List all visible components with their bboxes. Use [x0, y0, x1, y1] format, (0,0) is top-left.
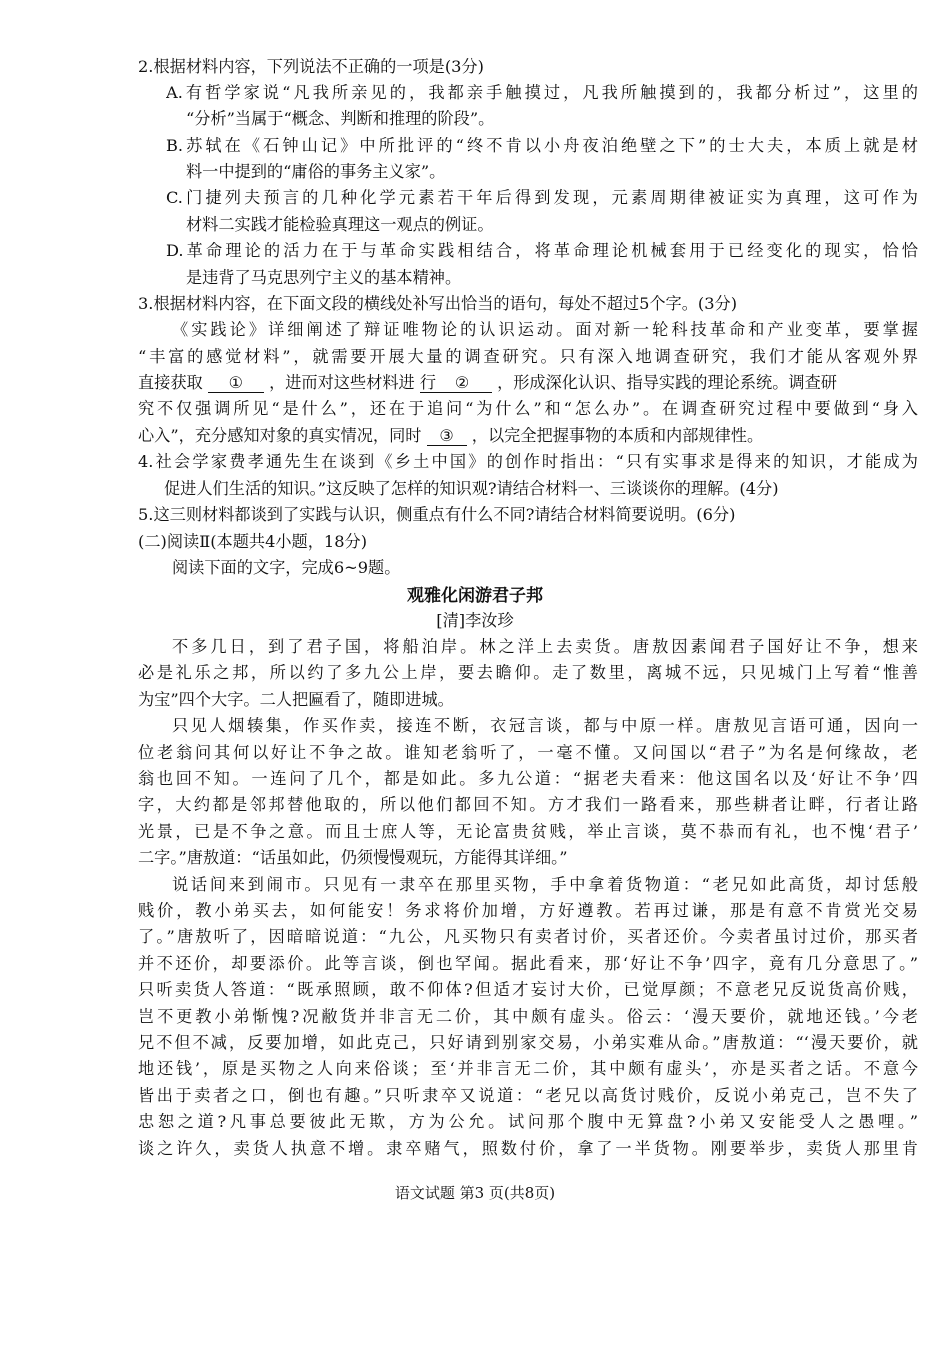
- q2-option-c-line2: 材料二实践才能检验真理这一观点的例证。: [186, 215, 494, 234]
- q3-text-line5: [138, 425, 763, 447]
- q3-text-before-blank2: ，进而对这些材料进: [269, 373, 415, 392]
- reading-instruction: 阅读下面的文字，完成6~9题。: [172, 558, 401, 577]
- q4-line1: 4.社会学家费孝通先生在谈到《乡土中国》的创作时指出：“只有实事求是得来的知识，才能成为: [138, 452, 918, 471]
- q2-option-d-line1: D.革命理论的活力在于与革命实践相结合，将革命理论机械套用于已经变化的现实，恰恰: [166, 241, 918, 260]
- passage-p2-line1: 只见人烟辏集，作买作卖，接连不断，衣冠言谈，都与中原一样。唐敖见言语可通，因向一: [172, 716, 918, 735]
- q2-option-b-line2: 料一中提到的“庸俗的事务主义家”。: [186, 162, 446, 181]
- passage-p1-line2: 必是礼乐之邦，所以约了多九公上岸，要去瞻仰。走了数里，离城不远，只见城门上写着“惟善: [138, 663, 918, 682]
- passage-p1-line1: 不多几日，到了君子国，将船泊岸。林之洋上去卖货。唐敖因素闻君子国好让不争，想来: [172, 637, 918, 656]
- q3-text-before-blank3: 心入”，充分感知对象的真实情况，同时: [138, 426, 422, 445]
- answer-blank-3[interactable]: ③: [427, 426, 467, 446]
- q3-text-line4: 究不仅强调所见“是什么”，还在于追问“为什么”和“怎么办”。在调查研究过程中要做到“身入: [138, 399, 918, 418]
- passage-p2-line3: 翁也回不知。一连问了几个，都是如此。多九公道：“据老夫看来：他这国名以及‘好让不争’四: [138, 769, 918, 788]
- passage-p3-line5: 只听卖货人答道：“既承照顾，敢不仰体?但适才妄讨大价，已觉厚颜；不意老兄反说货高价贱，: [138, 980, 918, 999]
- q5-stem: 5.这三则材料都谈到了实践与认识，侧重点有什么不同?请结合材料简要说明。(6分): [138, 505, 736, 524]
- answer-blank-2[interactable]: [420, 373, 492, 393]
- passage-p3-line7: 兄不但不减，反要加增，如此克己，只好请到别家交易，小弟实难从命。”唐敖道：“‘漫天要价，就: [138, 1033, 918, 1052]
- passage-p3-line2: 贱价，教小弟买去，如何能安！务求将价加增，方好遵教。若再过谦，那是有意不肯赏光交易: [138, 901, 918, 920]
- q4-line2: 促进人们生活的知识。”这反映了怎样的知识观?请结合材料一、三谈谈你的理解。(4分): [164, 479, 779, 498]
- answer-blank-2-prefix: 行: [419, 373, 437, 392]
- passage-p3-line11: 谈之许久，卖货人执意不增。隶卒赌气，照数付价，拿了一半货物。刚要举步，卖货人那里肯: [138, 1139, 918, 1158]
- q3-text-before-blank1: 直接获取: [138, 373, 203, 392]
- q3-stem: 3.根据材料内容，在下面文段的横线处补写出恰当的语句，每处不超过5个字。(3分): [138, 294, 738, 313]
- q3-text-line3: [138, 372, 837, 394]
- q2-option-c-line1: C.门捷列夫预言的几种化学元素若干年后得到发现，元素周期律被证实为真理，这可作为: [166, 188, 918, 207]
- page-footer: 语文试题 第3 页(共8页): [394, 1184, 556, 1202]
- q3-text-line2: “丰富的感觉材料”，就需要开展大量的调查研究。只有深入地调查研究，我们才能从客观外界: [138, 347, 918, 366]
- passage-p3-line3: 了。”唐敖听了，因暗暗说道：“九公，凡买物只有卖者讨价，买者还价。今卖者虽讨过价，那买者: [138, 927, 918, 946]
- passage-p2-line2: 位老翁问其何以好让不争之故。谁知老翁听了，一毫不懂。又问国以“君子”为名是何缘故，老: [138, 743, 918, 762]
- passage-p3-line10: 忠恕之道?凡事总要彼此无欺，方为公允。试问那个腹中无算盘?小弟又安能受人之愚哩。”: [138, 1112, 918, 1131]
- passage-p3-line9: 皆出于卖者之口，倒也有趣。”只听隶卒又说道：“老兄以高货讨贱价，反说小弟克己，岂不失了: [138, 1086, 918, 1105]
- answer-blank-1[interactable]: ①: [208, 373, 264, 393]
- q2-option-a-line1: A.有哲学家说“凡我所亲见的，我都亲手触摸过，凡我所触摸到的，我都分析过”，这里的: [166, 83, 918, 102]
- q2-option-a-line2: “分析”当属于“概念、判断和推理的阶段”。: [186, 109, 495, 128]
- passage-p1-line3: 为宝”四个大字。二人把匾看了，随即进城。: [138, 690, 454, 709]
- passage-p2-line4: 字，大约都是邻邦替他取的，所以他们都回不知。方才我们一路看来，那些耕者让畔，行者让路: [138, 795, 918, 814]
- passage-title: 观雅化闲游君子邦: [407, 586, 543, 606]
- q3-text-after-blank2: ，形成深化认识、指导实践的理论系统。调查研: [497, 373, 837, 392]
- q3-text-after-blank3: ，以完全把握事物的本质和内部规律性。: [471, 426, 764, 445]
- passage-p3-line8: 地还钱’，原是买物之人向来俗谈；至‘并非言无二价，其中颇有虚头’，亦是买者之话。不意今: [138, 1059, 918, 1078]
- section-heading: (二)阅读Ⅱ(本题共4小题，18分): [138, 532, 368, 551]
- passage-p3-line1: 说话间来到闹市。只见有一隶卒在那里买物，手中拿着货物道：“老兄如此高货，却讨恁般: [172, 875, 918, 894]
- passage-p3-line4: 并不还价，却要添价。此等言谈，倒也罕闻。据此看来，那‘好让不争’四字，竟有几分意思了。”: [138, 954, 918, 973]
- passage-p2-line6: 二字。”唐敖道：“话虽如此，仍须慢慢观玩，方能得其详细。”: [138, 848, 568, 867]
- passage-p3-line6: 岂不更教小弟惭愧?况敝货并非言无二价，其中颇有虚头。俗云：‘漫天要价，就地还钱。’今老: [138, 1007, 918, 1026]
- q2-option-d-line2: 是违背了马克思列宁主义的基本精神。: [186, 268, 462, 287]
- q2-option-b-line1: B.苏轼在《石钟山记》中所批评的“终不肯以小舟夜泊绝壁之下”的士大夫，本质上就是材: [166, 136, 918, 155]
- q3-text-line1: 《实践论》详细阐述了辩证唯物论的认识运动。面对新一轮科技革命和产业变革，要掌握: [172, 320, 918, 339]
- answer-blank-2-number: ②: [454, 373, 470, 392]
- passage-p2-line5: 光景，已是不争之意。而且士庶人等，无论富贵贫贱，举止言谈，莫不恭而有礼，也不愧‘君子’: [138, 822, 918, 841]
- q2-stem: 2.根据材料内容，下列说法不正确的一项是(3分): [138, 57, 484, 76]
- passage-author: [清]李汝珍: [436, 611, 514, 630]
